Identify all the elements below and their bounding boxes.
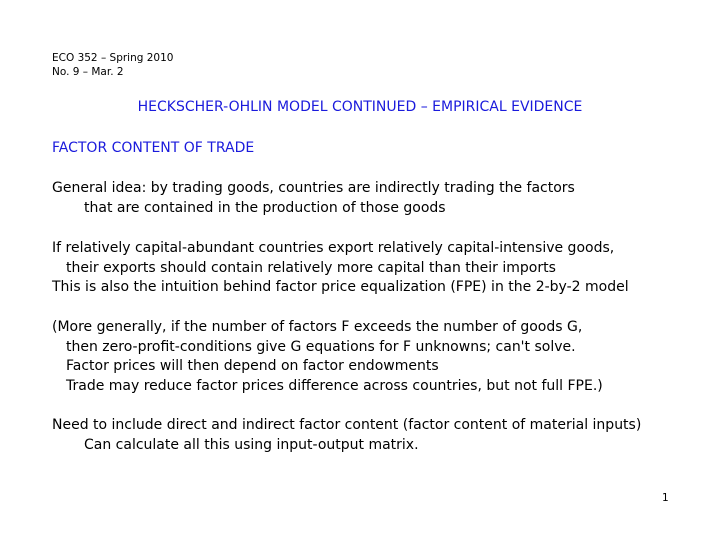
paragraph-1-line-1: General idea: by trading goods, countries are indirectly trading the factors — [52, 180, 575, 196]
lecture-label: No. 9 – Mar. 2 — [52, 66, 124, 78]
slide-title: HECKSCHER-OHLIN MODEL CONTINUED – EMPIRICAL EVIDENCE — [137, 99, 583, 115]
paragraph-3-line-2: then zero-profit-conditions give G equations for F unknowns; can't solve. — [66, 339, 576, 355]
paragraph-4-line-1: Need to include direct and indirect factor content (factor content of material inputs) — [52, 417, 642, 433]
section-heading: FACTOR CONTENT OF TRADE — [52, 140, 255, 156]
paragraph-2-line-3: This is also the intuition behind factor price equalization (FPE) in the 2-by-2 model — [52, 279, 629, 295]
course-label: ECO 352 – Spring 2010 — [52, 52, 174, 64]
paragraph-1-line-2: that are contained in the production of those goods — [84, 200, 446, 216]
paragraph-3-line-4: Trade may reduce factor prices difference across countries, but not full FPE.) — [66, 378, 603, 394]
page-number: 1 — [662, 492, 669, 504]
paragraph-4-line-2: Can calculate all this using input-output matrix. — [84, 437, 419, 453]
paragraph-2-line-1: If relatively capital-abundant countries export relatively capital-intensive goods, — [52, 240, 615, 256]
paragraph-3-line-1: (More generally, if the number of factors F exceeds the number of goods G, — [52, 319, 583, 335]
paragraph-2-line-2: their exports should contain relatively more capital than their imports — [66, 260, 556, 276]
paragraph-3-line-3: Factor prices will then depend on factor endowments — [66, 358, 439, 374]
